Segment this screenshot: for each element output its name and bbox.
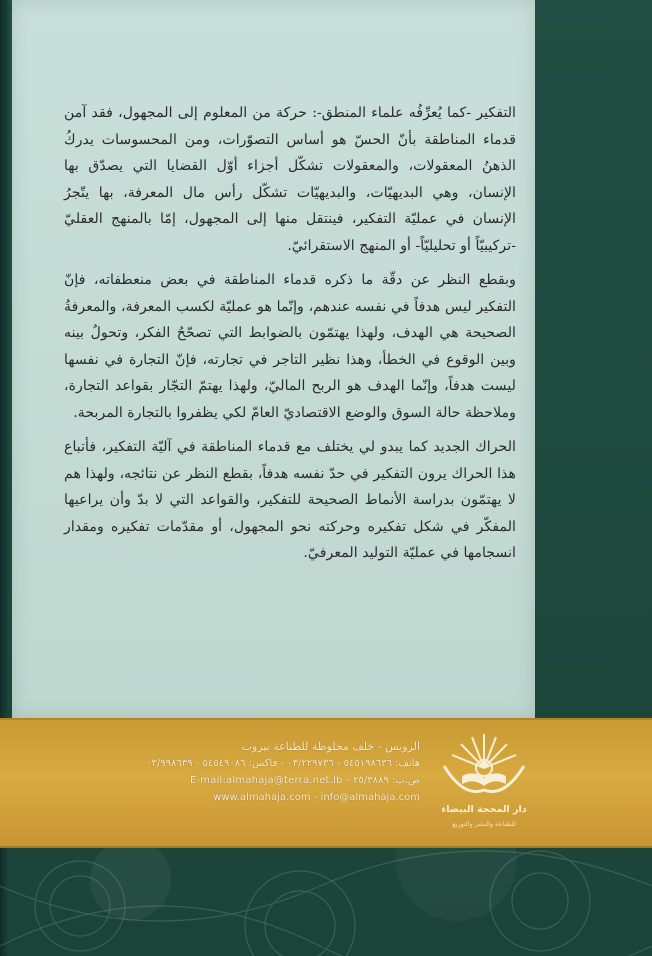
blurb-paragraph-1: التفكير -كما يُعرِّفُه علماء المنطق-: حركة من المعلوم إلى المجهول، فقد آمن قدماء المناطقة بأنّ الحسّ هو أساس التصوّرات، ومن المحسوسات يدركُ الذهنُ المعقولات، والمعقولات تشكّل أجزاء أوّل القضايا التي يصدّق بها الإنسان، وهي البديهيّات، والبديهيّات تشكّل رأس مال المعرفة، بها يتّجرُ الإنسان في عمليّة التفكير، فينتقل منها إلى المجهول، إمّا بالمنهج العقليّ -تركيبيّاً أو تحليليّاً- أو المنهج الاستقرائيّ. bbox=[64, 105, 516, 254]
arabesque-ornament bbox=[0, 846, 652, 956]
publisher-phones: هاتف: ٥٤٥١٩٨٦٣٦ - ٠٣/٢٢٩٧٣٦ - فاكس: ٥٤٥٤٩٠٨٦ - ٠٣/٩٩٨٦٣٩ bbox=[146, 758, 420, 769]
blurb-paragraph-2: وبقطع النظر عن دقّة ما ذكره قدماء المناطقة في بعض منعطفاته، فإنّ التفكير ليس هدفاً في نفسه عندهم، وإنّما هو عمليّة لكسب المعرفة، والمعرفةُ الصحيحة هي الهدف، ولهذا يهتمّون بالضوابط التي تصحّحُ الفكر، وتحولُ بينه وبين الوقوع في الخطأ، وهذا نظير التاجر في تجارته، فإنّ التجارة في نفسها ليست هدفاً، وإنّما الهدف هو الربح الماليّ، ولهذا يهتمّ التجّار بقواعد التجارة، وملاحظة حالة السوق والوضع الاقتصاديّ العامّ لكي يظفروا بالتجارة المربحة. bbox=[64, 272, 516, 421]
blurb-paragraph-3: الحراك الجديد كما يبدو لي يختلف مع قدماء المناطقة في آليّة التفكير، فأتباع هذا الحراك يرون التفكير في حدّ نفسه هدفاً، بقطع النظر عن نتائجه، ولهذا هم لا يهتمّون بدراسة الأنماط الصحيحة للتفكير، والقواعد التي لا بدّ وأن يراعيها المفكّر في شكل تفكيره وحركته نحو المجهول، أو مقدّمات تفكيره ومقدار انسجامها في عمليّة التوليد المعرفيّ. bbox=[64, 439, 516, 561]
publisher-contact bbox=[120, 738, 420, 806]
publisher-address: الرويس - خلف محلوظة للطباعة بيروت bbox=[241, 740, 420, 753]
publisher-website: www.almahaja.com - info@almahaja.com bbox=[213, 792, 420, 803]
blurb-text bbox=[64, 100, 516, 575]
text-panel bbox=[12, 0, 535, 718]
sunburst-book-icon bbox=[434, 728, 534, 808]
publisher-email: E-mail:almahaja@terra.net.lb - ص.ب: ٢٥/٣٨٨٩ bbox=[189, 775, 420, 786]
publisher-logo bbox=[434, 728, 534, 838]
logo-name: دار المحجة البيضاء bbox=[441, 804, 527, 815]
logo-subtitle: للطباعة والنشر والتوزيع bbox=[452, 820, 516, 828]
